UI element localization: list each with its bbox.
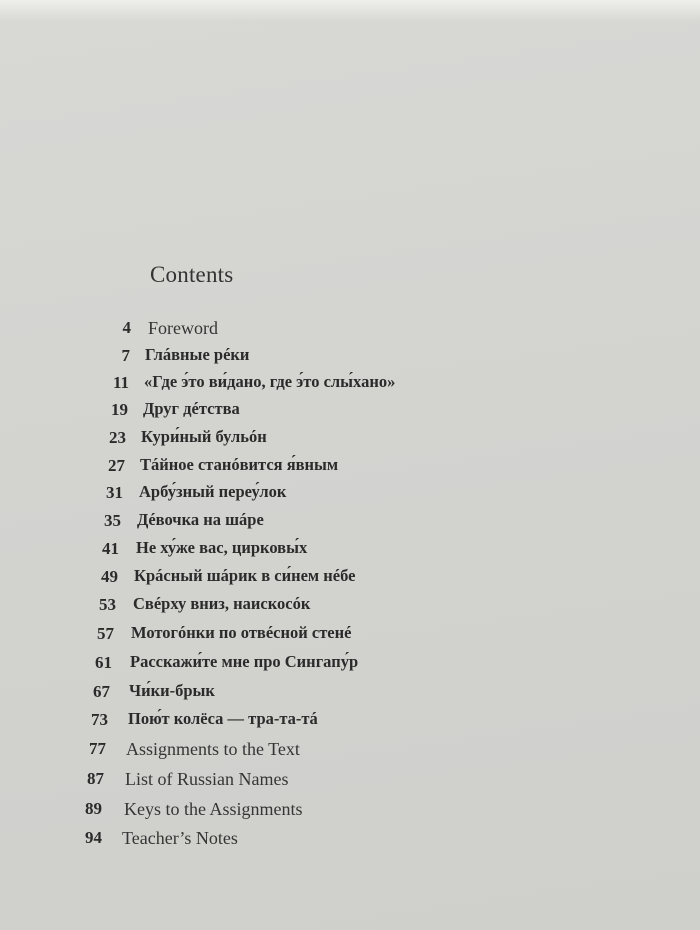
- toc-title: Арбу́зный переу́лок: [139, 482, 287, 501]
- toc-page-number: 7: [121, 346, 130, 365]
- toc-title: «Где э́то ви́дано, где э́то слы́хано»: [144, 372, 396, 391]
- toc-title: Тáйное станóвится я́вным: [140, 455, 339, 474]
- toc-title: Глáвные рéки: [145, 345, 250, 364]
- toc-page-number: 67: [93, 682, 110, 701]
- toc-title: Свéрху вниз, наискосóк: [133, 594, 311, 613]
- toc-page-number: 23: [109, 428, 126, 447]
- toc-page-number: 77: [89, 739, 106, 758]
- toc-page-number: 57: [97, 624, 114, 643]
- toc-title: Assignments to the Text: [126, 739, 300, 759]
- toc-page-number: 41: [102, 539, 119, 558]
- toc-title: Крáсный шáрик в си́нем нéбе: [134, 566, 356, 585]
- toc-title: Мотогóнки по отвéсной стенé: [131, 623, 352, 642]
- toc-page-number: 19: [111, 400, 128, 419]
- toc-title: Друг дéтства: [143, 399, 240, 418]
- toc-title: Дéвочка на шáре: [137, 510, 264, 529]
- contents-title: Contents: [150, 262, 234, 287]
- toc-page-number: 31: [106, 483, 123, 502]
- toc-page-number: 11: [112, 373, 129, 392]
- toc-page-number: 49: [101, 567, 118, 586]
- toc-title: Foreword: [148, 318, 218, 338]
- toc-title: Расскажи́те мне про Сингапу́р: [130, 652, 359, 671]
- toc-title: Пою́т колёса — тра-та-тá: [128, 709, 318, 728]
- toc-page-number: 4: [122, 318, 131, 337]
- toc-page-number: 53: [99, 595, 116, 614]
- toc-page-number: 35: [104, 511, 121, 530]
- toc-title: Чи́ки-брык: [129, 681, 215, 700]
- toc-page-number: 73: [91, 710, 108, 729]
- toc-page-number: 27: [108, 456, 125, 475]
- toc-page-number: 89: [85, 799, 102, 818]
- toc-title: Teacher’s Notes: [122, 828, 238, 848]
- toc-title: Кури́ный бульóн: [141, 427, 267, 446]
- toc-page-number: 94: [85, 828, 102, 847]
- toc-page-number: 61: [95, 653, 112, 672]
- toc-title: Keys to the Assignments: [124, 799, 303, 819]
- toc-page-number: 87: [87, 769, 104, 788]
- toc-title: Не ху́же вас, цирковы́х: [136, 538, 308, 557]
- toc-title: List of Russian Names: [125, 769, 289, 789]
